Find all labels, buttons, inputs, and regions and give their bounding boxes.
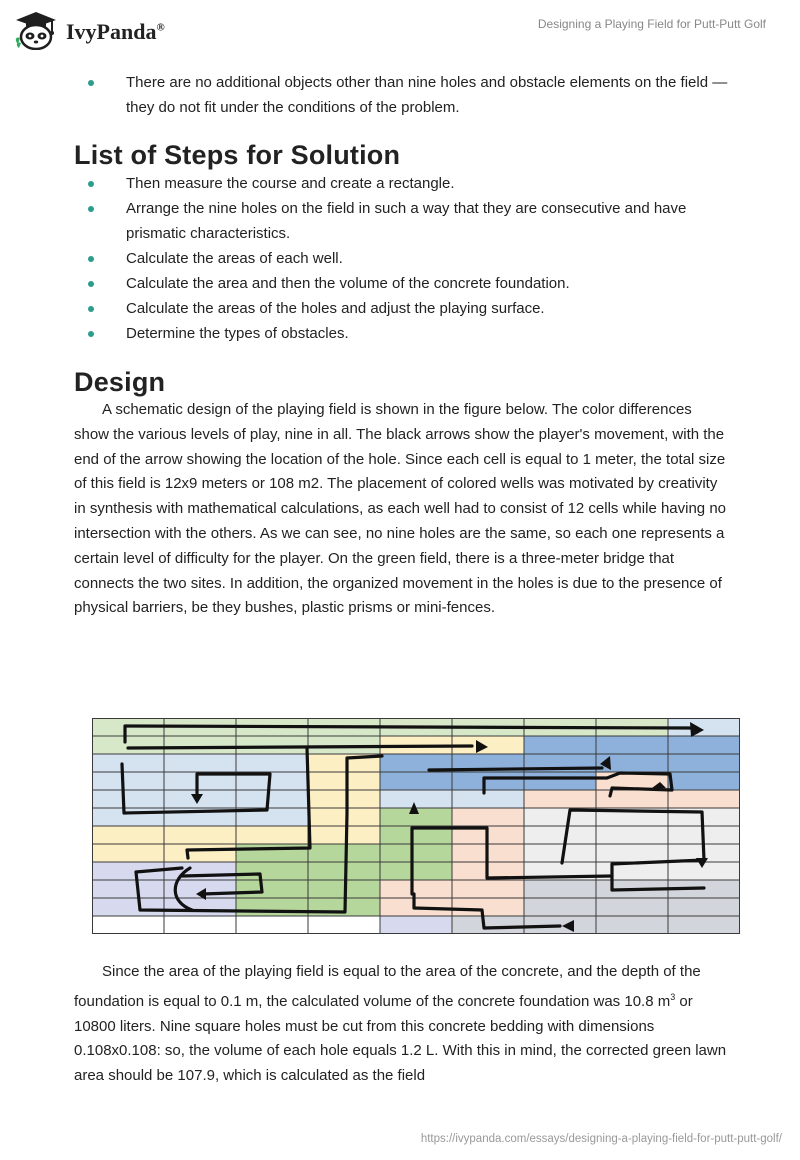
design-heading: Design xyxy=(74,367,166,397)
field-cell xyxy=(164,898,236,916)
field-cell xyxy=(668,916,740,934)
brand-name: IvyPanda® xyxy=(66,19,165,44)
field-cell xyxy=(380,862,452,880)
intro-bullet-list xyxy=(74,70,730,120)
field-cell xyxy=(596,916,668,934)
field-cell xyxy=(524,844,596,862)
list-item: Arrange the nine holes on the field in such a way that they are consecutive and have prismatic characteristics. xyxy=(74,196,730,246)
list-item: Calculate the area and then the volume of the concrete foundation. xyxy=(74,271,730,296)
field-cell xyxy=(380,790,452,808)
field-cell xyxy=(452,808,524,826)
field-cell xyxy=(92,754,164,772)
field-cell xyxy=(308,844,380,862)
field-cell xyxy=(668,772,740,790)
field-cell xyxy=(380,844,452,862)
field-cell xyxy=(380,916,452,934)
field-cell xyxy=(236,790,308,808)
field-cell xyxy=(596,898,668,916)
field-cell xyxy=(92,808,164,826)
field-cell xyxy=(308,790,380,808)
field-cell xyxy=(308,808,380,826)
field-cell xyxy=(92,790,164,808)
foundation-paragraph: Since the area of the playing field is equal to the area of the concrete, and the depth of the foundation is equal to 0.1 m, the calculated volume of the concrete foundation was 10.8 $m^3$ or 10800 liters. Nine square holes must be cut from this concrete bedding with dimensions 0.108x0.108: so, the volume of each hole equals 1.2 L. With this in mind, the corrected green lawn area should be 107.9, which is calculated as the field xyxy=(74,963,727,1085)
playing-field-diagram xyxy=(92,718,740,934)
list-item: There are no additional objects other than nine holes and obstacle elements on the field — they do not fit under the conditions of the problem. xyxy=(74,70,730,120)
steps-heading: List of Steps for Solution xyxy=(74,140,401,170)
field-cell xyxy=(524,772,596,790)
field-cell xyxy=(668,790,740,808)
panda-logo-icon xyxy=(12,10,60,50)
field-cell xyxy=(164,916,236,934)
field-cell xyxy=(380,772,452,790)
list-item: Calculate the areas of each well. xyxy=(74,246,730,271)
field-cell xyxy=(452,772,524,790)
steps-list xyxy=(74,171,730,346)
field-cell xyxy=(164,736,236,754)
field-cell xyxy=(596,844,668,862)
field-cell xyxy=(452,916,524,934)
field-cell xyxy=(524,790,596,808)
field-cell xyxy=(92,880,164,898)
path-row2 xyxy=(128,746,472,748)
field-cell xyxy=(668,862,740,880)
field-cell xyxy=(452,790,524,808)
field-cell xyxy=(668,898,740,916)
list-item: Then measure the course and create a rectangle. xyxy=(74,171,730,196)
field-cell xyxy=(308,772,380,790)
field-cell xyxy=(524,736,596,754)
field-cell xyxy=(236,736,308,754)
field-cell xyxy=(236,754,308,772)
field-cell xyxy=(452,898,524,916)
design-paragraph: A schematic design of the playing field is shown in the figure below. The color differences show the various levels of play, nine in all. The black arrows show the player's movement, with the end of the arrow showing the location of the hole. Since each cell is equal to 1 meter, the total size of this field is 12x9 meters or 108 m2. The placement of colored wells was motivated by creativity in synthesis with mathematical calculations, as each well had to consist of 12 cells while having no intersection with the others. As we can see, no nine holes are the same, so each one represents a certain level of difficulty for the player. On the green field, there is a three-meter bridge that connects the two sites. In addition, the organized movement in the holes is due to the presence of physical barriers, be they bushes, plastic prisms or mini-fences. xyxy=(74,401,727,617)
list-item: Calculate the areas of the holes and adjust the playing surface. xyxy=(74,296,730,321)
field-cell xyxy=(92,826,164,844)
field-cell xyxy=(92,844,164,862)
field-cell xyxy=(308,916,380,934)
field-cell xyxy=(236,898,308,916)
field-cell xyxy=(596,826,668,844)
document-title: Designing a Playing Field for Putt-Putt Golf xyxy=(537,17,766,31)
field-cell xyxy=(164,844,236,862)
field-cell xyxy=(596,736,668,754)
field-cell xyxy=(236,826,308,844)
field-cell xyxy=(92,898,164,916)
field-cell xyxy=(236,916,308,934)
field-cell xyxy=(308,862,380,880)
field-cell xyxy=(668,754,740,772)
field-cell xyxy=(524,880,596,898)
field-cell xyxy=(92,772,164,790)
field-cell xyxy=(92,916,164,934)
brand-logo[interactable] xyxy=(12,10,165,50)
list-item: Determine the types of obstacles. xyxy=(74,321,730,346)
field-cell xyxy=(164,826,236,844)
field-cell xyxy=(236,880,308,898)
page-header xyxy=(0,0,800,62)
field-cell xyxy=(524,826,596,844)
field-cell xyxy=(164,862,236,880)
article-content xyxy=(74,70,730,621)
field-cell xyxy=(92,736,164,754)
field-cell xyxy=(236,862,308,880)
field-cell xyxy=(524,898,596,916)
source-url[interactable]: https://ivypanda.com/essays/designing-a-playing-field-for-putt-putt-golf/ xyxy=(420,1133,782,1145)
field-cell xyxy=(308,826,380,844)
field-cell xyxy=(380,880,452,898)
field-cell xyxy=(596,790,668,808)
path-right-upper xyxy=(429,768,602,770)
field-cell xyxy=(668,736,740,754)
field-cell xyxy=(164,754,236,772)
field-cell xyxy=(452,880,524,898)
